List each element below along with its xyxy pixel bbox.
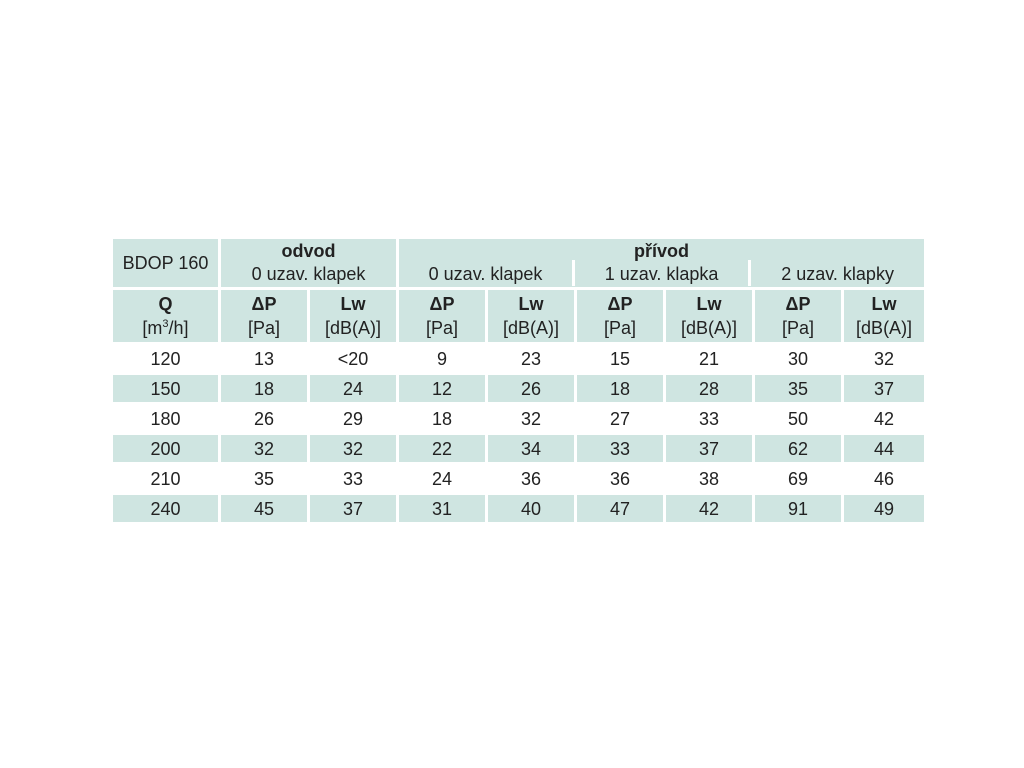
lw-header-privod-1: Lw [dB(A)]: [666, 290, 752, 342]
cell-value: 38: [666, 465, 752, 492]
cell-value: 91: [755, 495, 841, 522]
cell-value: 32: [221, 435, 307, 462]
dp-header-privod-0: ΔP [Pa]: [399, 290, 485, 342]
cell-value: 37: [666, 435, 752, 462]
cell-value: 24: [310, 375, 396, 402]
cell-value: 44: [844, 435, 924, 462]
cell-value: 36: [488, 465, 574, 492]
table-row: [113, 405, 924, 432]
cell-value: 62: [755, 435, 841, 462]
q-symbol: Q: [158, 294, 173, 314]
q-unit: $[m^3/h]$: [142, 318, 189, 338]
cell-value: 32: [488, 405, 574, 432]
cell-value: 32: [310, 435, 396, 462]
cell-value: 42: [844, 405, 924, 432]
cell-q: 120: [113, 345, 218, 372]
lw-header-privod-2: Lw [dB(A)]: [844, 290, 924, 342]
spec-table: [110, 236, 927, 525]
cell-value: 31: [399, 495, 485, 522]
cell-value: 15: [577, 345, 663, 372]
cell-value: 9: [399, 345, 485, 372]
cell-value: 18: [577, 375, 663, 402]
subgroup-privod-0: 0 uzav. klapek: [428, 264, 543, 284]
table-body: [113, 345, 924, 522]
cell-value: 18: [399, 405, 485, 432]
cell-value: 29: [310, 405, 396, 432]
cell-value: 30: [755, 345, 841, 372]
table-row: [113, 345, 924, 372]
cell-value: 26: [488, 375, 574, 402]
table-row: [113, 495, 924, 522]
table-row: [113, 375, 924, 402]
cell-value: 40: [488, 495, 574, 522]
q-header: [113, 290, 218, 342]
cell-value: 35: [755, 375, 841, 402]
cell-value: 24: [399, 465, 485, 492]
cell-value: 33: [577, 435, 663, 462]
cell-value: 26: [221, 405, 307, 432]
cell-value: 69: [755, 465, 841, 492]
cell-value: 37: [844, 375, 924, 402]
cell-value: 32: [844, 345, 924, 372]
dp-header-privod-1: ΔP [Pa]: [577, 290, 663, 342]
cell-value: 45: [221, 495, 307, 522]
header-row-quantities: [113, 290, 924, 342]
cell-value: 33: [310, 465, 396, 492]
table-row: [113, 465, 924, 492]
cell-value: 28: [666, 375, 752, 402]
lw-header-odvod-0: Lw [dB(A)]: [310, 290, 396, 342]
privod-subgroups: [399, 262, 924, 286]
cell-value: 47: [577, 495, 663, 522]
cell-value: 23: [488, 345, 574, 372]
lw-header-privod-0: Lw [dB(A)]: [488, 290, 574, 342]
group-odvod-title: odvod: [281, 241, 336, 261]
group-odvod: [221, 239, 396, 287]
table-row: [113, 435, 924, 462]
subgroup-privod-2: 2 uzav. klapky: [781, 264, 894, 284]
cell-value: 34: [488, 435, 574, 462]
model-label: BDOP 160: [113, 239, 218, 287]
cell-q: 210: [113, 465, 218, 492]
cell-value: 42: [666, 495, 752, 522]
cell-value: 18: [221, 375, 307, 402]
cell-value: 12: [399, 375, 485, 402]
group-privod-title: přívod: [634, 241, 690, 261]
cell-value: 33: [666, 405, 752, 432]
cell-value: 21: [666, 345, 752, 372]
subgroup-privod-1: 1 uzav. klapka: [604, 264, 719, 284]
cell-q: 180: [113, 405, 218, 432]
cell-q: 240: [113, 495, 218, 522]
group-privod: [399, 239, 924, 287]
cell-value: 35: [221, 465, 307, 492]
dp-header-privod-2: ΔP [Pa]: [755, 290, 841, 342]
cell-q: 200: [113, 435, 218, 462]
cell-value: 13: [221, 345, 307, 372]
cell-value: 46: [844, 465, 924, 492]
cell-value: 36: [577, 465, 663, 492]
cell-q: 150: [113, 375, 218, 402]
dp-header-odvod-0: ΔP [Pa]: [221, 290, 307, 342]
cell-value: <20: [310, 345, 396, 372]
cell-value: 27: [577, 405, 663, 432]
cell-value: 49: [844, 495, 924, 522]
subgroup-odvod-0: 0 uzav. klapek: [251, 264, 366, 284]
cell-value: 37: [310, 495, 396, 522]
cell-value: 22: [399, 435, 485, 462]
cell-value: 50: [755, 405, 841, 432]
header-row-groups: [113, 239, 924, 287]
